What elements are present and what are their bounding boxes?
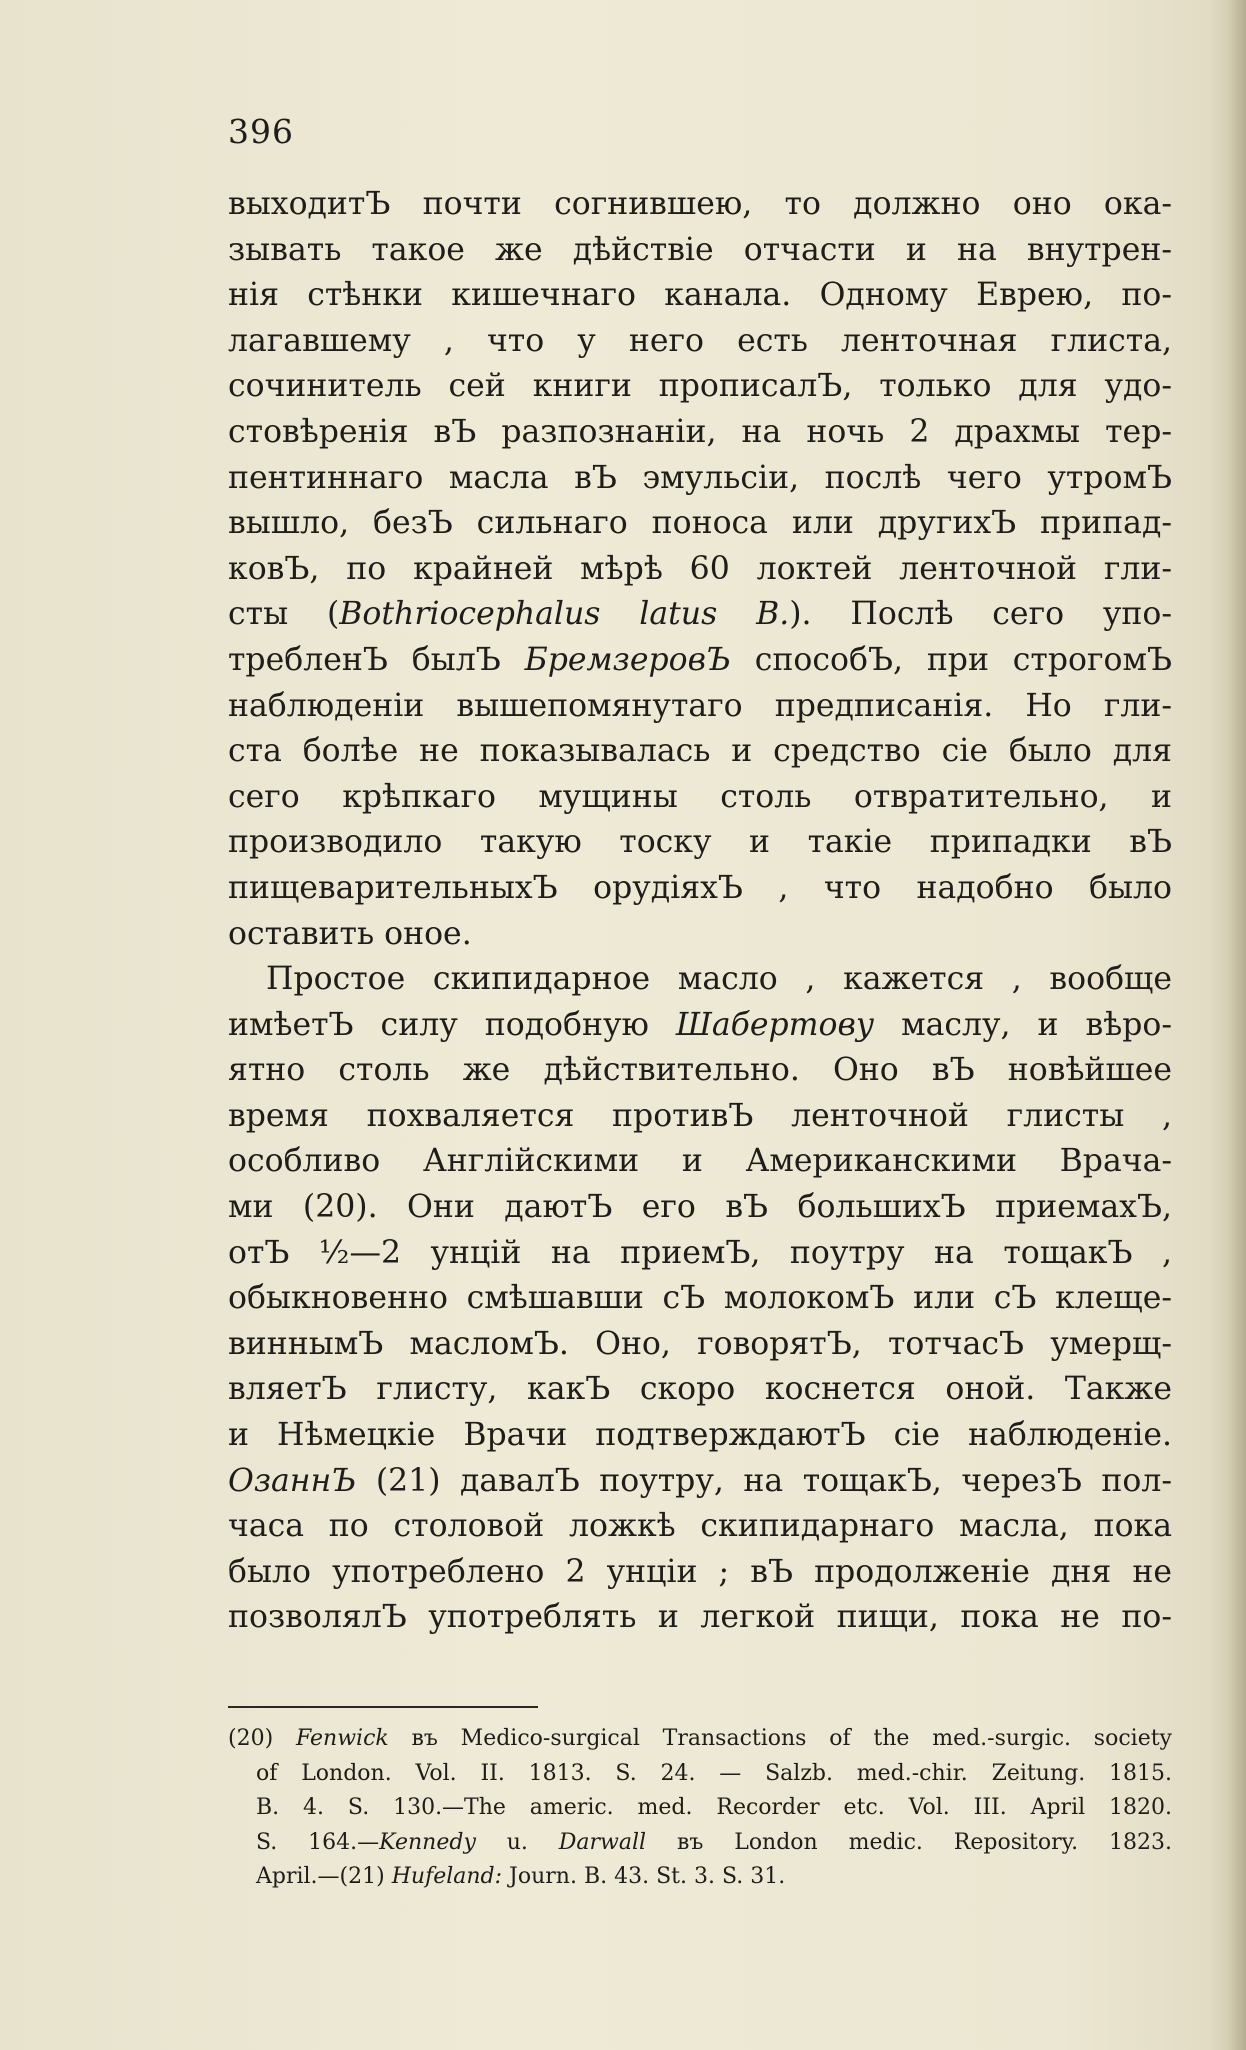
text-fragment: имѣетЪ силу подобную	[228, 1006, 676, 1043]
text-line	[228, 1003, 1172, 1049]
author-name: БремзеровЪ	[524, 641, 731, 678]
text-line: пищеварительныхЪ орудіяхЪ , что надобно было	[228, 869, 1172, 906]
author-name: Шабертову	[675, 1006, 875, 1043]
text-line: ми (20). Они даютЪ его вЪ большихЪ приемахЪ,	[228, 1189, 1172, 1226]
page-number: 396	[228, 112, 294, 151]
text-line: зывать такое же дѣйствіе отчасти и на внутрен-	[228, 231, 1172, 268]
text-fragment: способЪ, при строгомЪ	[730, 641, 1172, 678]
main-text	[228, 182, 1172, 1641]
text-fragment: въ London medic. Repository. 1823.	[646, 1829, 1172, 1855]
text-line: обыкновенно смѣшавши сЪ молокомЪ или сЪ клеще-	[228, 1280, 1172, 1317]
footnote-number: (20)	[228, 1726, 274, 1751]
text-fragment: (21) давалЪ поутру, на тощакЪ, черезЪ пол-	[356, 1462, 1172, 1499]
text-line: часа по столовой ложкѣ скипидарнаго масла, пока	[228, 1508, 1172, 1545]
text-line: вышло, безЪ сильнаго поноса или другихЪ припад-	[228, 505, 1172, 542]
text-line: выходитЪ почти согнившею, то должно оно ока-	[228, 186, 1172, 222]
text-line: было употреблено 2 унціи ; вЪ продолженіе дня не	[228, 1553, 1172, 1590]
footnotes	[228, 1722, 1172, 1895]
text-fragment: April.—(21)	[256, 1864, 392, 1890]
author-name: ОзаннЪ	[228, 1462, 357, 1499]
author-name: Kennedy	[379, 1829, 476, 1855]
text-line: сего крѣпкаго мущины столь отвратительно, и	[228, 778, 1172, 815]
text-line: виннымЪ масломЪ. Оно, говорятЪ, тотчасЪ умерщ-	[228, 1325, 1172, 1362]
footnote-divider	[228, 1706, 538, 1708]
text-line: ста болѣе не показывалась и средство сіе было для	[228, 733, 1172, 770]
text-fragment: ). Послѣ сего упо-	[789, 596, 1172, 633]
author-name: Darwall	[558, 1829, 647, 1855]
latin-species-name: Bothriocephalus latus B.	[339, 596, 790, 633]
text-line	[228, 638, 1172, 684]
text-fragment: маслу, и вѣро-	[874, 1006, 1172, 1043]
footnote-line: of London. Vol. II. 1813. S. 24. — Salzb. med.-chir. Zeitung. 1815.	[256, 1760, 1172, 1786]
text-line: ятно столь же дѣйствительно. Оно вЪ новѣйшее	[228, 1052, 1172, 1089]
text-line: позволялЪ употреблять и легкой пищи, пока не по-	[228, 1599, 1172, 1636]
text-line: нія стѣнки кишечнаго канала. Одному Еврею, по-	[228, 277, 1172, 314]
text-line: пентиннаго масла вЪ эмульсіи, послѣ чего утромЪ	[228, 459, 1172, 496]
text-fragment: сты (	[228, 596, 340, 633]
author-name: Hufeland:	[391, 1864, 503, 1890]
text-fragment: u.	[475, 1829, 559, 1855]
footnote-line	[228, 1722, 1172, 1757]
text-fragment: Journ. B. 43. St. 3. S. 31.	[502, 1864, 786, 1890]
text-line: Простое скипидарное масло , кажется , вообще	[266, 961, 1172, 998]
footnote-line: B. 4. S. 130.—The americ. med. Recorder etc. Vol. III. April 1820.	[256, 1795, 1172, 1821]
footnote-line	[228, 1860, 1172, 1895]
text-line	[228, 1459, 1172, 1505]
text-line: лагавшему , что у него есть ленточная глиста,	[228, 322, 1172, 359]
text-line	[228, 592, 1172, 638]
text-line: наблюденіи вышепомянутаго предписанія. Но гли-	[228, 687, 1172, 724]
text-line: стовѣренія вЪ разпознаніи, на ночь 2 драхмы тер-	[228, 413, 1172, 450]
text-line: оставить оное.	[228, 915, 472, 952]
text-line: особливо Англійскими и Американскими Врача-	[228, 1143, 1172, 1180]
page-edge	[1228, 0, 1246, 2050]
text-fragment: S. 164.—	[256, 1829, 380, 1855]
text-line: вляетЪ глисту, какЪ скоро коснется оной. Также	[228, 1371, 1172, 1408]
author-name: Fenwick	[295, 1726, 389, 1751]
text-fragment: въ Medico-surgical Transactions of the med.-surgic. society	[388, 1726, 1172, 1751]
text-line: и Нѣмецкіе Врачи подтверждаютЪ сіе наблюденіе.	[228, 1417, 1172, 1454]
text-line: отЪ ½—2 унцій на приемЪ, поутру на тощакЪ ,	[228, 1234, 1172, 1271]
text-fragment: требленЪ былЪ	[228, 641, 525, 678]
text-line: ковЪ, по крайней мѣрѣ 60 локтей ленточной гли-	[228, 550, 1172, 587]
text-line: сочинитель сей книги прописалЪ, только для удо-	[228, 368, 1172, 405]
text-line: время похваляется противЪ ленточной глисты ,	[228, 1097, 1172, 1134]
footnote-line	[228, 1826, 1172, 1861]
text-line: производило такую тоску и такіе припадки вЪ	[228, 824, 1172, 861]
